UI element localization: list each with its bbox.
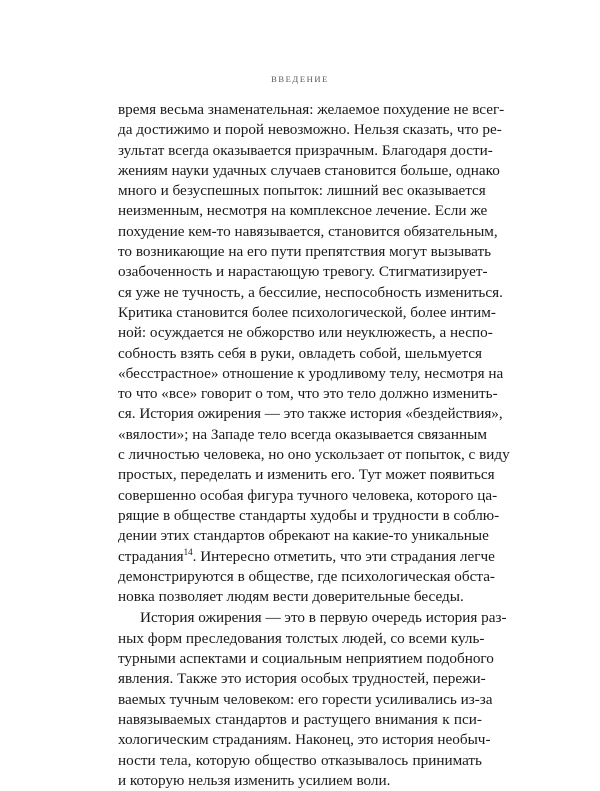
text-line: жениям науки удачных случаев становится больше, однако — [118, 161, 500, 179]
text-line: с личностью человека, но оно ускользает от попыток, с виду — [118, 446, 510, 464]
text-line: то что «все» говорит о том, что это тело должно изменить- — [118, 385, 498, 403]
text-line: ной: осуждается не обжорство или неуклюжесть, а неспо- — [118, 324, 493, 342]
text-line: ных форм преследования толстых людей, со всеми куль- — [118, 629, 485, 647]
text-line: простых, переделать и изменить его. Тут может появиться — [118, 466, 495, 484]
text-line: собность взять себя в руки, овладеть собой, шельмуется — [118, 344, 482, 362]
text-line: демонстрируются в обществе, где психологическая обста- — [118, 567, 495, 585]
text-line: много и безуспешных попыток: лишний вес оказывается — [118, 182, 486, 200]
text-line: История ожирения — это в первую очередь история раз- — [140, 609, 507, 627]
text-fragment: . Интересно отметить, что эти страдания легче — [192, 547, 495, 565]
text-line: ваемых тучным человеком: его горести усиливались из-за — [118, 690, 493, 708]
text-line: неизменным, несмотря на комплексное лечение. Если же — [118, 202, 488, 220]
text-line: зультат всегда оказывается призрачным. Благодаря дости- — [118, 141, 493, 159]
text-line: навязываемых стандартов и растущего внимания к пси- — [118, 710, 482, 728]
running-head: ВВЕДЕНИЕ — [271, 74, 329, 84]
text-line: новка позволяет людям вести доверительные беседы. — [118, 588, 464, 606]
text-line: явления. Также это история особых трудностей, пережи- — [118, 670, 486, 688]
text-line: похудение кем-то навязывается, становится обязательным, — [118, 222, 498, 240]
text-line: ся уже не тучность, а бессилие, неспособность измениться. — [118, 283, 503, 301]
text-line: озабоченность и нарастающую тревогу. Стигматизирует- — [118, 263, 488, 281]
text-line: «бесстрастное» отношение к уродливому телу, несмотря на — [118, 364, 504, 382]
text-line-with-footnote — [118, 546, 495, 567]
text-line: да достижимо и порой невозможно. Нельзя сказать, что ре- — [118, 121, 502, 139]
text-line: то возникающие на его пути препятствия могут вызывать — [118, 243, 492, 261]
paragraph-2 — [118, 608, 507, 791]
paragraph-1 — [118, 100, 510, 607]
text-line: время весьма знаменательная: желаемое похудение не всег- — [118, 101, 505, 118]
text-line: ся. История ожирения — это также история «бездействия», — [118, 405, 503, 423]
text-line: и которую нельзя изменить усилием воли. — [118, 771, 391, 789]
body-text — [118, 100, 510, 791]
text-fragment: страдания — [118, 547, 184, 565]
text-line: рящие в обществе стандарты худобы и трудности в соблю- — [118, 506, 500, 524]
text-line: дении этих стандартов обрекают на какие-то уникальные — [118, 527, 489, 545]
text-line: ности тела, которую общество отказывалось принимать — [118, 751, 482, 769]
text-line: турными аспектами и социальным неприятием подобного — [118, 650, 494, 668]
text-line: хологическим страданиям. Наконец, это история необыч- — [118, 731, 491, 749]
text-line: «вялости»; на Западе тело всегда оказывается связанным — [118, 425, 487, 443]
footnote-marker[interactable]: 14 — [183, 546, 193, 557]
text-line: Критика становится более психологической, более интим- — [118, 303, 496, 321]
text-line: совершенно особая фигура тучного человека, которого ца- — [118, 486, 498, 504]
